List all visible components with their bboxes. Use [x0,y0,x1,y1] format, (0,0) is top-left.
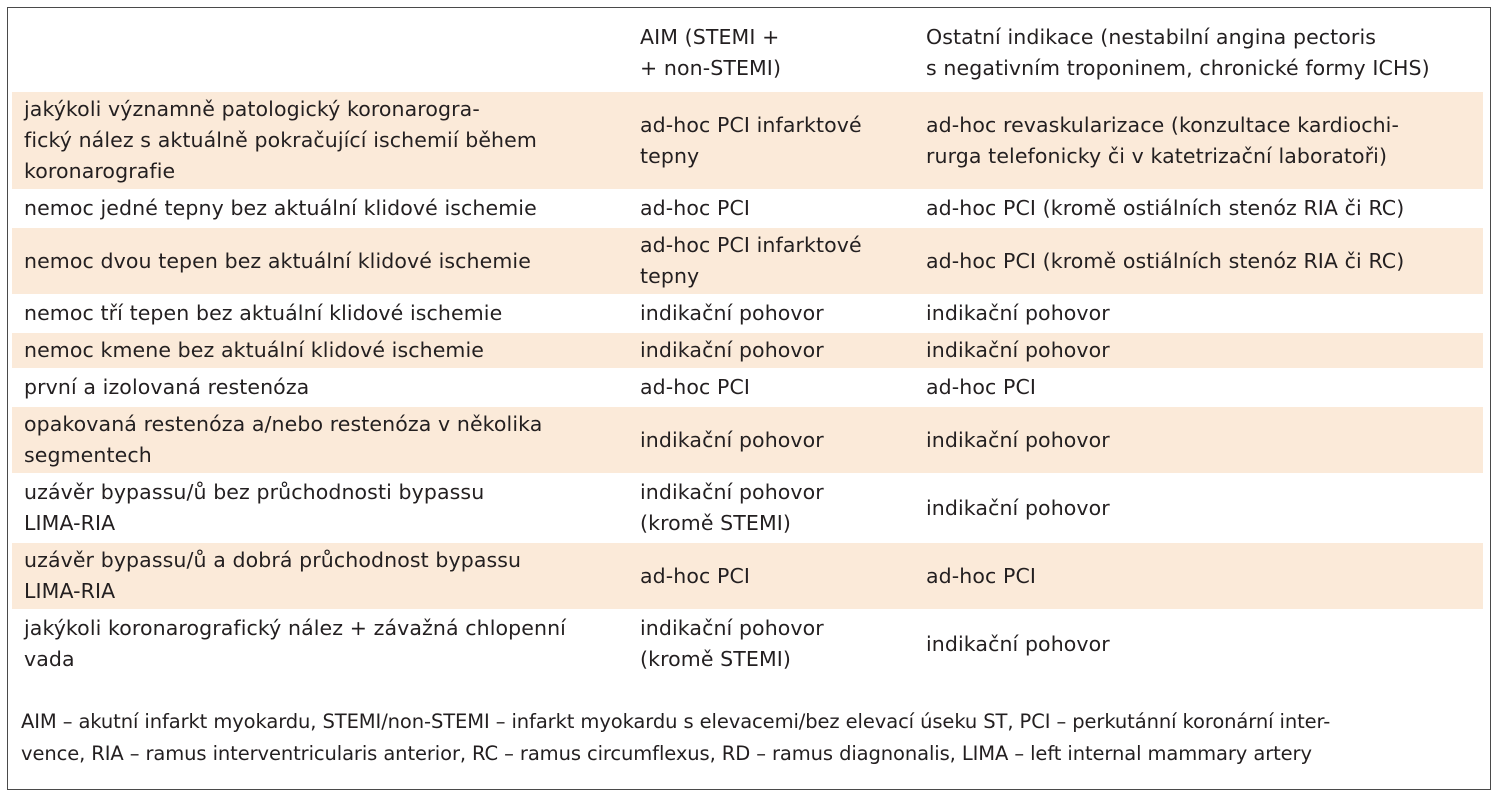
table-row [12,369,1483,406]
table-body [12,91,1483,678]
cell-finding: nemoc tří tepen bez aktuální klidové ischemie [12,295,628,332]
cell-other-indication: indikační pohovor [914,474,1483,542]
cell-finding: jakýkoli významně patologický koronarogra- fický nález s aktuálně pokračující ischemií během koronarografie [12,91,628,190]
table-row [12,332,1483,369]
cell-other-indication: ad-hoc PCI (kromě ostiálních stenóz RIA či RC) [914,227,1483,295]
cell-aim: indikační pohovor (kromě STEMI) [628,474,914,542]
cell-other-indication: ad-hoc PCI [914,369,1483,406]
cell-aim: ad-hoc PCI infarktové tepny [628,227,914,295]
cell-finding: nemoc dvou tepen bez aktuální klidové ischemie [12,227,628,295]
cell-aim: ad-hoc PCI infarktové tepny [628,91,914,190]
cell-finding: nemoc kmene bez aktuální klidové ischemie [12,332,628,369]
header-other-indications: Ostatní indikace (nestabilní angina pectoris s negativním troponinem, chronické formy ICHS) [914,20,1483,91]
cell-aim: indikační pohovor (kromě STEMI) [628,610,914,678]
cell-aim: ad-hoc PCI [628,190,914,227]
cell-other-indication: ad-hoc PCI (kromě ostiálních stenóz RIA či RC) [914,190,1483,227]
cell-aim: ad-hoc PCI [628,542,914,610]
cell-other-indication: ad-hoc revaskularizace (konzultace kardiochi- rurga telefonicky či v katetrizační laboratoři) [914,91,1483,190]
table-row [12,190,1483,227]
cell-aim: indikační pohovor [628,406,914,474]
table-row [12,610,1483,678]
cell-aim: indikační pohovor [628,295,914,332]
table-row [12,227,1483,295]
cell-finding: uzávěr bypassu/ů bez průchodnosti bypassu LIMA-RIA [12,474,628,542]
cell-finding: uzávěr bypassu/ů a dobrá průchodnost bypassu LIMA-RIA [12,542,628,610]
table-header-row [12,20,1483,91]
cell-other-indication: indikační pohovor [914,332,1483,369]
table-row [12,474,1483,542]
table-row [12,406,1483,474]
footnote: AIM – akutní infarkt myokardu, STEMI/non-STEMI – infarkt myokardu s elevacemi/bez elevací úseku ST, PCI – perkutánní koronární inter- vence, RIA – ramus interventricularis anterior, RC – ramus circumflexus, RD – ramus diagnonalis, LIMA – left internal mammary artery [21,710,1331,765]
cell-other-indication: indikační pohovor [914,406,1483,474]
cell-aim: ad-hoc PCI [628,369,914,406]
cell-other-indication: indikační pohovor [914,295,1483,332]
header-finding [12,20,628,91]
cell-aim: indikační pohovor [628,332,914,369]
indication-table [12,20,1483,679]
cell-other-indication: indikační pohovor [914,610,1483,678]
cell-finding: nemoc jedné tepny bez aktuální klidové ischemie [12,190,628,227]
header-aim: AIM (STEMI + + non-STEMI) [628,20,914,91]
table-row [12,91,1483,190]
cell-finding: opakovaná restenóza a/nebo restenóza v několika segmentech [12,406,628,474]
table-row [12,542,1483,610]
cell-finding: první a izolovaná restenóza [12,369,628,406]
cell-other-indication: ad-hoc PCI [914,542,1483,610]
table-row [12,295,1483,332]
cell-finding: jakýkoli koronarografický nález + závažná chlopenní vada [12,610,628,678]
